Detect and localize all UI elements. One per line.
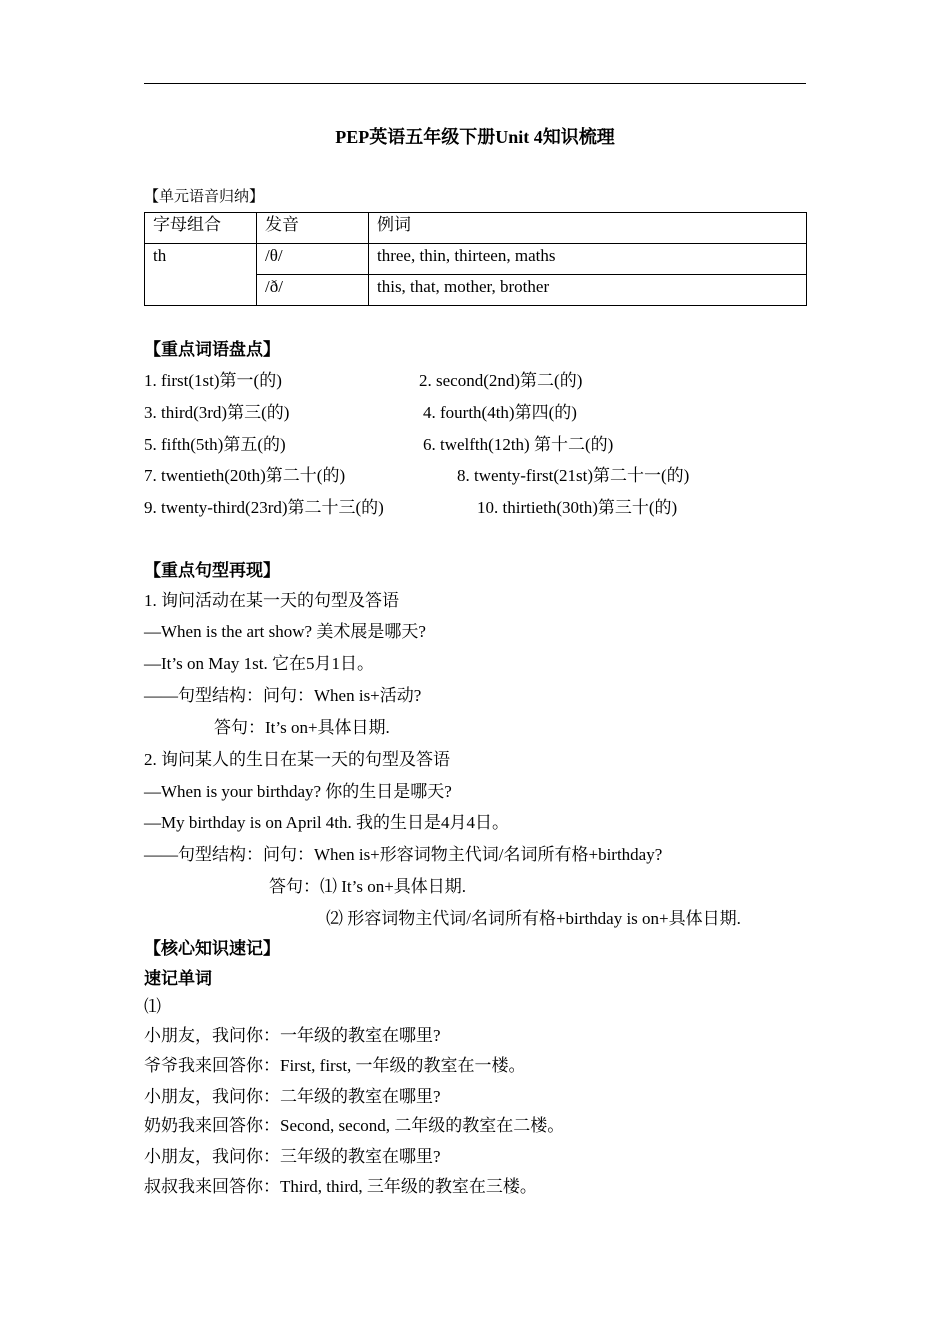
- sentence-line: ⑵ 形容词物主代词/名词所有格+birthday is on+具体日期.: [326, 909, 741, 928]
- sentence-line: ——句型结构：问句：When is+形容词物主代词/名词所有格+birthday?: [144, 845, 663, 864]
- phonics-heading: 【单元语音归纳】: [144, 189, 265, 205]
- sentences-heading: 【重点句型再现】: [144, 561, 280, 580]
- rhyme-line: 爷爷我来回答你：First, first, 一年级的教室在一楼。: [144, 1056, 526, 1075]
- sentence-line: —It’s on May 1st. 它在5月1日。: [144, 654, 374, 673]
- vocab-item: 3. third(3rd)第三(的): [144, 403, 290, 422]
- vocab-item: 2. second(2nd)第二(的): [419, 371, 583, 390]
- vocab-item: 6. twelfth(12th) 第十二(的): [423, 435, 614, 454]
- vocab-item: 5. fifth(5th)第五(的): [144, 435, 286, 454]
- examples-cell: this, that, mother, brother: [369, 275, 807, 306]
- rhyme-line: 小朋友，我问你：二年级的教室在哪里?: [144, 1087, 441, 1106]
- core-subheading: 速记单词: [144, 969, 212, 988]
- header-cell: 字母组合: [145, 213, 257, 244]
- rhyme-line: 叔叔我来回答你：Third, third, 三年级的教室在三楼。: [144, 1177, 537, 1196]
- examples-cell: three, thin, thirteen, maths: [369, 244, 807, 275]
- table-row: [145, 244, 807, 275]
- sentence-line: 答句：It’s on+具体日期.: [214, 718, 390, 737]
- vocab-item: 9. twenty-third(23rd)第二十三(的): [144, 498, 384, 517]
- core-number: ⑴: [144, 997, 161, 1016]
- rhyme-line: 小朋友，我问你：三年级的教室在哪里?: [144, 1147, 441, 1166]
- sentence-line: —My birthday is on April 4th. 我的生日是4月4日。: [144, 813, 510, 832]
- header-rule: [144, 83, 806, 84]
- sound-cell: /θ/: [257, 244, 369, 275]
- table-header-row: [145, 213, 807, 244]
- vocab-item: 8. twenty-first(21st)第二十一(的): [457, 466, 690, 485]
- vocab-item: 7. twentieth(20th)第二十(的): [144, 466, 346, 485]
- sentence-line: 2. 询问某人的生日在某一天的句型及答语: [144, 750, 450, 769]
- header-cell: 例词: [369, 213, 807, 244]
- sentence-line: 答句：⑴ It’s on+具体日期.: [269, 877, 467, 896]
- page-title: PEP英语五年级下册Unit 4知识梳理: [335, 127, 615, 147]
- vocab-item: 10. thirtieth(30th)第三十(的): [477, 498, 678, 517]
- sentence-line: —When is the art show? 美术展是哪天?: [144, 622, 426, 641]
- sound-cell: /ð/: [257, 275, 369, 306]
- vocab-item: 1. first(1st)第一(的): [144, 371, 282, 390]
- core-heading: 【核心知识速记】: [144, 939, 280, 958]
- vocab-item: 4. fourth(4th)第四(的): [423, 403, 577, 422]
- rhyme-line: 奶奶我来回答你：Second, second, 二年级的教室在二楼。: [144, 1116, 565, 1135]
- sentence-line: 1. 询问活动在某一天的句型及答语: [144, 591, 399, 610]
- vocab-heading: 【重点词语盘点】: [144, 340, 280, 359]
- phonics-table: [144, 212, 807, 306]
- rhyme-line: 小朋友，我问你：一年级的教室在哪里?: [144, 1026, 441, 1045]
- sentence-line: ——句型结构：问句：When is+活动?: [144, 686, 422, 705]
- header-cell: 发音: [257, 213, 369, 244]
- sentence-line: —When is your birthday? 你的生日是哪天?: [144, 782, 452, 801]
- combo-cell: th: [145, 244, 257, 306]
